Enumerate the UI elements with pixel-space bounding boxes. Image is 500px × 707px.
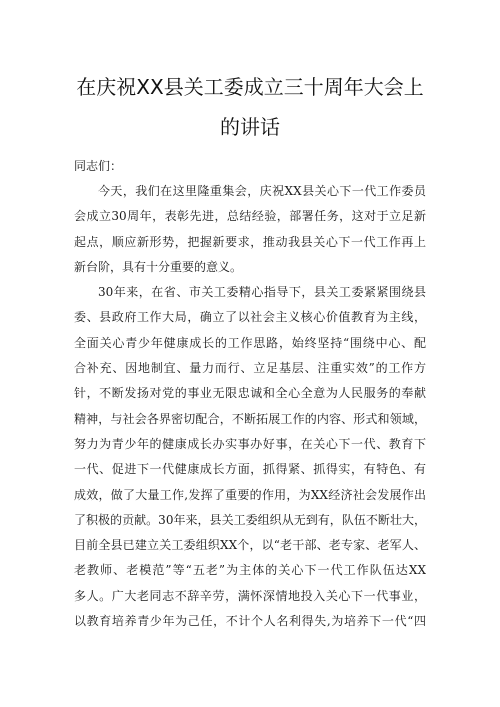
- paragraph-line: 老教师、老模范”等“五老”为主体的关心下一代工作队伍达XX: [74, 563, 426, 578]
- paragraph-line: 合补充、因地制宜、量力而行、立足基层、注重实效”的工作方: [74, 361, 426, 376]
- paragraph-line: 今天，我们在这里隆重集会，庆祝XX县关心下一代工作委员: [98, 184, 426, 198]
- paragraph-line: 了积极的贡献。30年来，县关工委组织从无到有，队伍不断壮大，: [74, 512, 426, 527]
- paragraph-line: 努力为青少年的健康成长办实事办好事，在关心下一代、教育下: [74, 436, 426, 451]
- paragraph-line: 委、县政府工作大局，确立了以社会主义核心价值教育为主线，: [74, 310, 426, 325]
- paragraph-line: 起点，顺应新形势，把握新要求，推动我县关心下一代工作再上: [74, 234, 426, 249]
- paragraph-line: 30年来，在省、市关工委精心指导下，县关工委紧紧围绕县: [98, 285, 426, 300]
- paragraph-line: 目前全县已建立关工委组织XX个，以“老干部、老专家、老军人、: [74, 538, 426, 553]
- paragraph-line: 一代、促进下一代健康成长方面，抓得紧、抓得实，有特色、有: [74, 462, 426, 477]
- speech-title-line-2: 的讲话: [220, 115, 280, 139]
- paragraph-line: 以教育培养青少年为己任，不计个人名利得失,为培养下一代“四: [74, 614, 426, 629]
- salutation: 同志们：: [74, 159, 123, 173]
- paragraph-1: [74, 179, 426, 280]
- paragraph-line: 针，不断发扬对党的事业无限忠诚和全心全意为人民服务的奉献: [74, 386, 426, 401]
- paragraph-line: 全面关心青少年健康成长的工作思路，始终坚持“围绕中心、配: [74, 335, 426, 350]
- paragraph-2: [74, 280, 426, 634]
- paragraph-line: 新台阶，具有十分重要的意义。: [74, 259, 243, 274]
- paragraph-line: 精神，与社会各界密切配合，不断拓展工作的内容、形式和领域，: [74, 411, 426, 426]
- paragraph-line: 多人。广大老同志不辞辛劳，满怀深情地投入关心下一代事业，: [74, 588, 426, 603]
- speech-body: [74, 153, 426, 634]
- paragraph-line: 会成立30周年，表彰先进，总结经验，部署任务，这对于立足新: [74, 209, 426, 224]
- speech-title-line-1: 在庆祝XX县关工委成立三十周年大会上: [76, 75, 424, 99]
- paragraph-line: 成效，做了大量工作,发挥了重要的作用，为XX经济社会发展作出: [74, 487, 426, 502]
